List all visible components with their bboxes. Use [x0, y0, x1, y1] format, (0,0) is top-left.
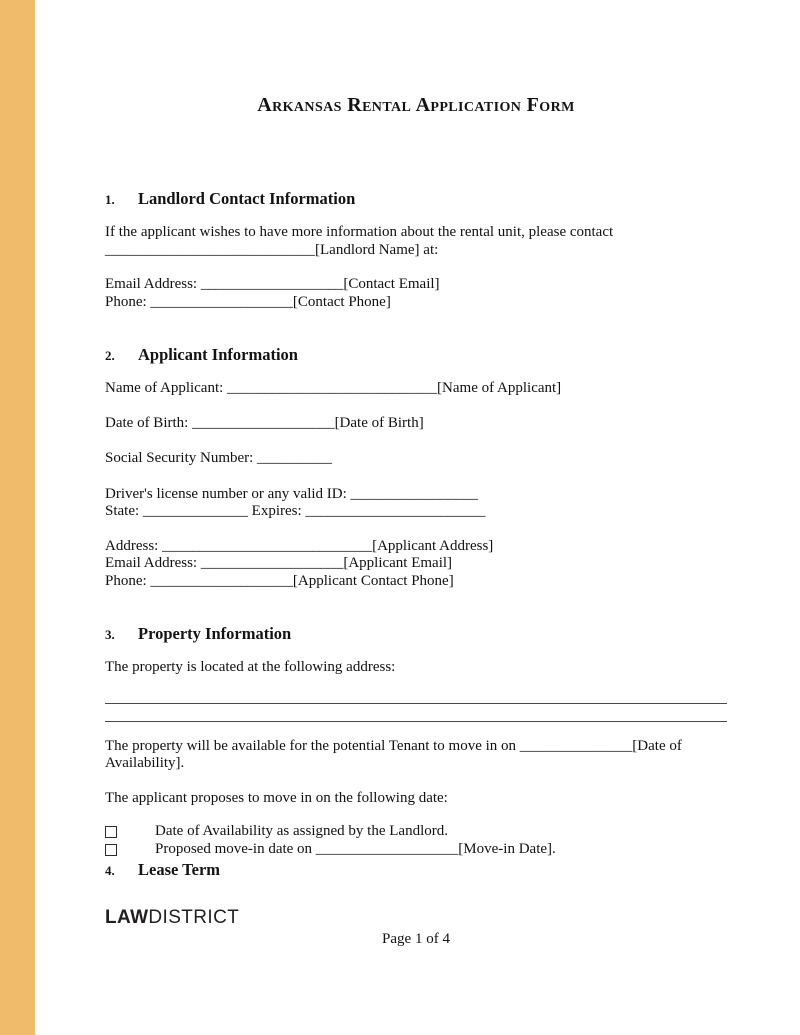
- availability-option-label: Date of Availability as assigned by the Landlord.: [155, 823, 448, 839]
- section-1-heading: [105, 189, 727, 210]
- logo-law-text: LAW: [105, 907, 149, 928]
- section-3-number: 3.: [105, 627, 115, 642]
- section-2-title: Applicant Information: [138, 345, 298, 364]
- applicant-email-field: Email Address: ___________________[Applicant Email]: [105, 555, 453, 571]
- page-number: Page 1 of 4: [382, 931, 450, 947]
- license-number-field: Driver's license number or any valid ID: _________________: [105, 485, 479, 502]
- landlord-phone-field: Phone: ___________________[Contact Phone]: [105, 293, 391, 310]
- section-2-heading: [105, 345, 727, 366]
- document-title: Arkansas Rental Application Form: [257, 94, 575, 116]
- applicant-contact-group: [105, 538, 727, 591]
- landlord-contact-group: [105, 276, 727, 311]
- move-in-proposal-intro: The applicant proposes to move in on the following date:: [105, 789, 448, 806]
- lawdistrict-logo: [105, 908, 727, 928]
- property-address-intro: The property is located at the following address:: [105, 659, 396, 675]
- section-1-title: Landlord Contact Information: [138, 189, 356, 208]
- section-1-number: 1.: [105, 192, 115, 207]
- proposed-date-option-label: Proposed move-in date on ___________________[Move-in Date].: [155, 840, 556, 857]
- availability-paragraph: [105, 738, 727, 773]
- landlord-name-field: ____________________________[Landlord Name] at:: [105, 241, 439, 258]
- section-4-heading: [105, 860, 727, 881]
- section-4-number: 4.: [105, 863, 115, 878]
- section-4-title: Lease Term: [138, 860, 221, 879]
- applicant-address-field: Address: ____________________________[Applicant Address]: [105, 537, 494, 554]
- date-of-birth-field: Date of Birth: ___________________[Date of Birth]: [105, 414, 424, 431]
- applicant-phone-field: Phone: ___________________[Applicant Contact Phone]: [105, 572, 454, 589]
- applicant-name-field: Name of Applicant: ____________________________[Name of Applicant]: [105, 380, 562, 396]
- section-2-number: 2.: [105, 348, 115, 363]
- section-3-heading: [105, 624, 727, 645]
- availability-line-2: Availability].: [105, 755, 185, 771]
- ssn-field: Social Security Number: __________: [105, 450, 333, 466]
- landlord-intro: [105, 224, 727, 259]
- landlord-intro-line-1: If the applicant wishes to have more information about the rental unit, please contact: [105, 224, 614, 240]
- availability-line-1: The property will be available for the potential Tenant to move in on _______________[Date of: [105, 737, 682, 754]
- form-body: [105, 0, 727, 948]
- availability-option-row: [105, 823, 727, 841]
- license-group: [105, 486, 727, 521]
- property-address-blank-line-1: [105, 703, 727, 704]
- license-state-expires-field: State: ______________ Expires: ________________________: [105, 503, 486, 519]
- section-3-title: Property Information: [138, 624, 292, 643]
- property-address-blank-line-2: [105, 721, 727, 722]
- proposed-date-option-row: [105, 841, 727, 859]
- checkbox-availability-unchecked[interactable]: [105, 826, 117, 838]
- checkbox-proposed-date-unchecked[interactable]: [105, 844, 117, 856]
- move-in-options: [105, 823, 727, 858]
- left-accent-stripe: [0, 0, 35, 1035]
- landlord-email-field: Email Address: ___________________[Contact Email]: [105, 276, 440, 292]
- logo-district-text: DISTRICT: [148, 907, 240, 928]
